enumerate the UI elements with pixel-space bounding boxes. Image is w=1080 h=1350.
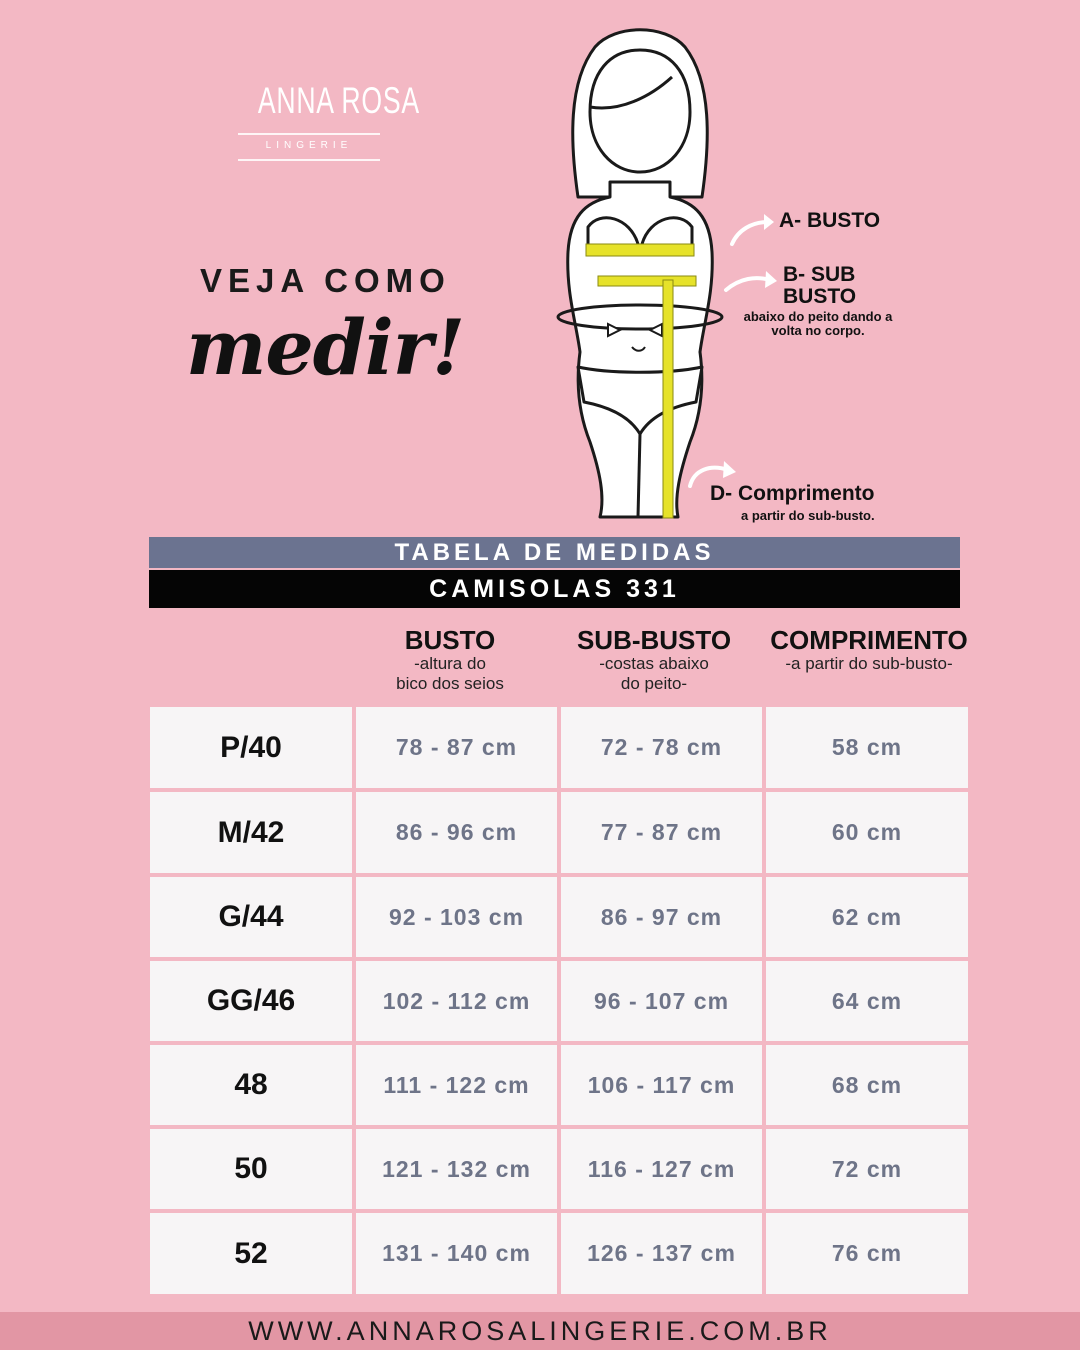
column-title: BUSTO [404,625,496,655]
sub-busto-cell: 126 - 137 cm [561,1213,762,1294]
callout-comprimento: D- Comprimento [710,482,875,505]
size-cell: 50 [150,1129,352,1209]
comprimento-cell: 76 cm [766,1213,968,1294]
column-header-comprimento [756,626,982,674]
body-measure-illustration [550,22,730,522]
sub-busto-cell: 106 - 117 cm [561,1045,762,1125]
headline-line2: medir! [186,303,465,392]
column-title: SUB-BUSTO [576,625,732,655]
busto-cell: 131 - 140 cm [356,1213,557,1294]
comprimento-cell: 68 cm [766,1045,968,1125]
sub-busto-cell: 96 - 107 cm [561,961,762,1041]
size-cell: GG/46 [150,961,352,1041]
busto-cell: 111 - 122 cm [356,1045,557,1125]
column-note: -altura do bico dos seios [396,654,504,693]
busto-cell: 78 - 87 cm [356,707,557,788]
comprimento-cell: 64 cm [766,961,968,1041]
sub-busto-cell: 116 - 127 cm [561,1129,762,1209]
size-cell: M/42 [150,792,352,873]
brand-subtitle: LINGERIE [265,140,353,151]
comprimento-cell: 60 cm [766,792,968,873]
callout-busto: A- BUSTO [779,209,881,232]
callout-sub-busto-note: abaixo do peito dando a volta no corpo. [743,309,893,338]
table-title: TABELA DE MEDIDAS [149,537,960,568]
comprimento-cell: 72 cm [766,1129,968,1209]
headline-line1: VEJA COMO [200,262,451,299]
table-subtitle: CAMISOLAS 331 [149,570,960,608]
sub-busto-cell: 86 - 97 cm [561,877,762,957]
size-cell: P/40 [150,707,352,788]
brand-name: ANNA ROSA [257,80,420,121]
busto-cell: 102 - 112 cm [356,961,557,1041]
busto-cell: 86 - 96 cm [356,792,557,873]
size-cell: 48 [150,1045,352,1125]
footer-url[interactable]: WWW.ANNAROSALINGERIE.COM.BR [0,1312,1080,1350]
size-cell: 52 [150,1213,352,1294]
column-note: -a partir do sub-busto- [785,654,953,673]
sub-busto-cell: 77 - 87 cm [561,792,762,873]
arrow-a-icon [728,208,778,248]
column-note: -costas abaixo do peito- [599,654,709,693]
sub-busto-cell: 72 - 78 cm [561,707,762,788]
comprimento-cell: 58 cm [766,707,968,788]
callout-sub-busto [783,264,856,308]
logo-divider [238,133,380,135]
logo-divider [238,159,380,161]
busto-cell: 121 - 132 cm [356,1129,557,1209]
callout-comprimento-note: a partir do sub-busto. [741,508,875,523]
column-header-busto [355,626,545,694]
column-header-sub-busto [560,626,748,694]
size-cell: G/44 [150,877,352,957]
brand-logo [238,80,420,161]
comprimento-cell: 62 cm [766,877,968,957]
column-title: COMPRIMENTO [770,625,968,655]
callout-sub-busto-title: B- SUB BUSTO [783,263,857,308]
busto-cell: 92 - 103 cm [356,877,557,957]
arrow-b-icon [722,268,780,294]
